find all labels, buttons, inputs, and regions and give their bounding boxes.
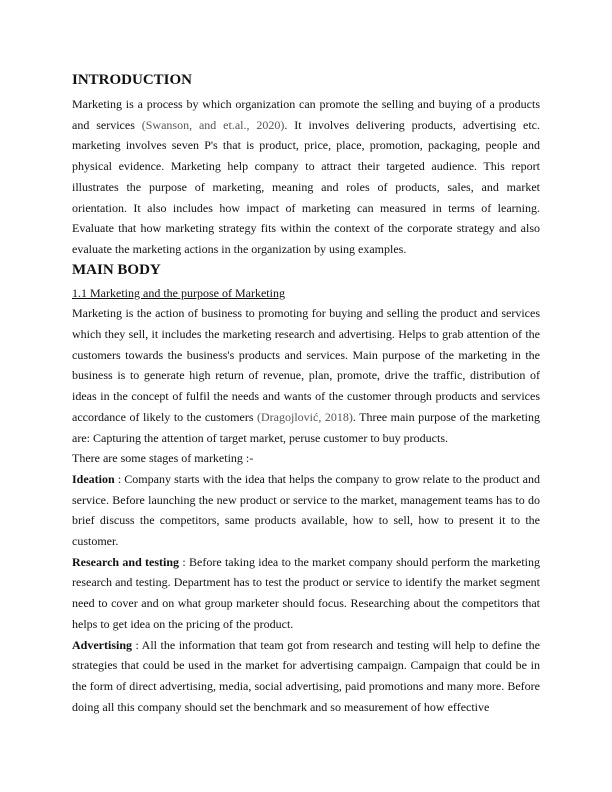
stage-text: : Before taking idea to the market company should perform the marketing research and testing. Department has to test the product or service to identify the market segment need to cover and on what group marketer should focus. Researching about the competitors that helps to get idea on the pricing of the product. <box>72 554 540 631</box>
intro-text-part-1: Marketing is a process by which organization can promote the selling and buying of a products and services <box>72 97 540 132</box>
stage-term: Advertising <box>72 637 132 652</box>
stage-advertising <box>72 635 540 718</box>
intro-citation: (Swanson, and et.al., 2020) <box>141 117 285 132</box>
stage-ideation <box>72 469 540 552</box>
main-body-heading: MAIN BODY <box>72 261 161 278</box>
main-citation: (Dragojlović, 2018) <box>257 409 353 424</box>
main-text-part-1: Marketing is the action of business to promoting for buying and selling the product and services which they sell, it includes the marketing research and advertising. Helps to grab attention of the customers towards the business's products and services. Main purpose of the marketing in the business is to generate high return of revenue, plan, promote, drive the traffic, distribution of ideas in the concept of fulfil the needs and wants of the customer through products and services accordance of likely to the customers <box>72 306 540 424</box>
marketing-purpose-paragraph <box>72 303 540 448</box>
stage-term: Research and testing <box>72 554 180 569</box>
stages-intro: There are some stages of marketing :- <box>72 451 254 466</box>
introduction-paragraph <box>72 94 540 260</box>
introduction-heading: INTRODUCTION <box>72 72 193 88</box>
intro-text-part-2: . It involves delivering products, advertising etc. marketing involves seven P's that is product, price, place, promotion, packaging, people and physical evidence. Marketing help company to attract their targeted audience. This report illustrates the purpose of marketing, meaning and roles of products, sales, and market orientation. It also includes how impact of marketing can measured in terms of learning. Evaluate that how marketing strategy fits within the context of the corporate strategy and also evaluate the marketing actions in the organization by using examples. <box>72 117 540 256</box>
stage-text: : Company starts with the idea that helps the company to grow relate to the product and service. Before launching the new product or service to the market, management teams has to do brief discuss the competitors, same products available, how to sell, how to present it to the customer. <box>72 471 540 549</box>
section-subheading: 1.1 Marketing and the purpose of Marketing <box>72 285 285 300</box>
stage-term: Ideation <box>72 471 115 486</box>
main-text-part-2: . Three main purpose of the marketing are: Capturing the attention of target market, peruse customer to buy products. <box>72 409 540 445</box>
stage-text: : All the information that team got from research and testing will help to define the strategies that could be used in the market for advertising campaign. Campaign that could be in the form of direct advertising, media, social advertising, paid promotions and many more. Before doing all this company should set the benchmark and so measurement of how effective <box>72 637 540 714</box>
stage-research-testing <box>72 552 540 635</box>
